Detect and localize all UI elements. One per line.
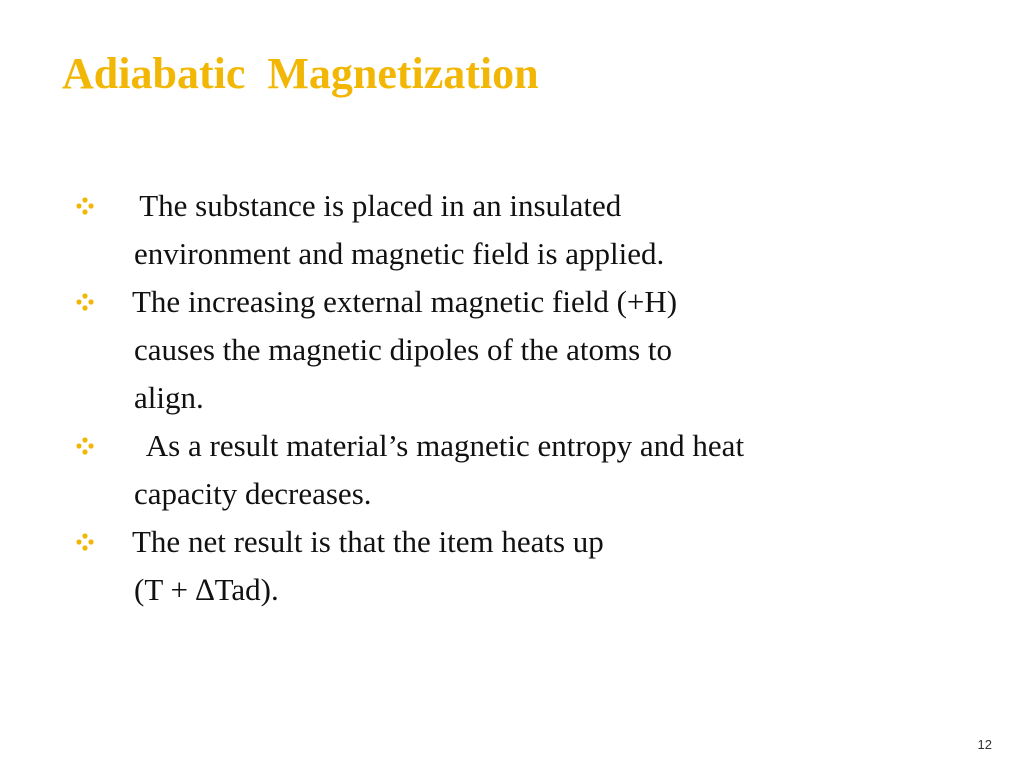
bullet-item — [72, 278, 952, 422]
diamond-dots-icon — [72, 278, 132, 326]
bullet-text — [132, 182, 952, 278]
diamond-dots-icon — [72, 518, 132, 566]
bullet-item — [72, 182, 952, 278]
bullet-line: (T + ∆Tad). — [134, 572, 279, 607]
bullet-line: As a result material’s magnetic entropy and heat — [132, 428, 745, 463]
bullet-item — [72, 422, 952, 518]
bullet-text — [132, 422, 952, 518]
bullet-line: capacity decreases. — [134, 476, 372, 511]
bullet-line: The increasing external magnetic field (+H) — [132, 284, 678, 319]
bullet-line: environment and magnetic field is applied. — [134, 236, 665, 271]
bullet-line: align. — [134, 380, 204, 415]
diamond-dots-icon — [72, 182, 132, 230]
bullet-item — [72, 518, 952, 614]
page-number: 12 — [977, 737, 992, 752]
bullet-text — [132, 518, 952, 614]
diamond-dots-icon — [72, 422, 132, 470]
bullet-list — [72, 182, 952, 614]
bullet-text — [132, 278, 952, 422]
bullet-line: causes the magnetic dipoles of the atoms to — [134, 332, 673, 367]
bullet-line: The substance is placed in an insulated — [132, 188, 622, 223]
slide-title: Adiabatic Magnetization — [62, 49, 539, 98]
bullet-line: The net result is that the item heats up — [132, 524, 604, 559]
